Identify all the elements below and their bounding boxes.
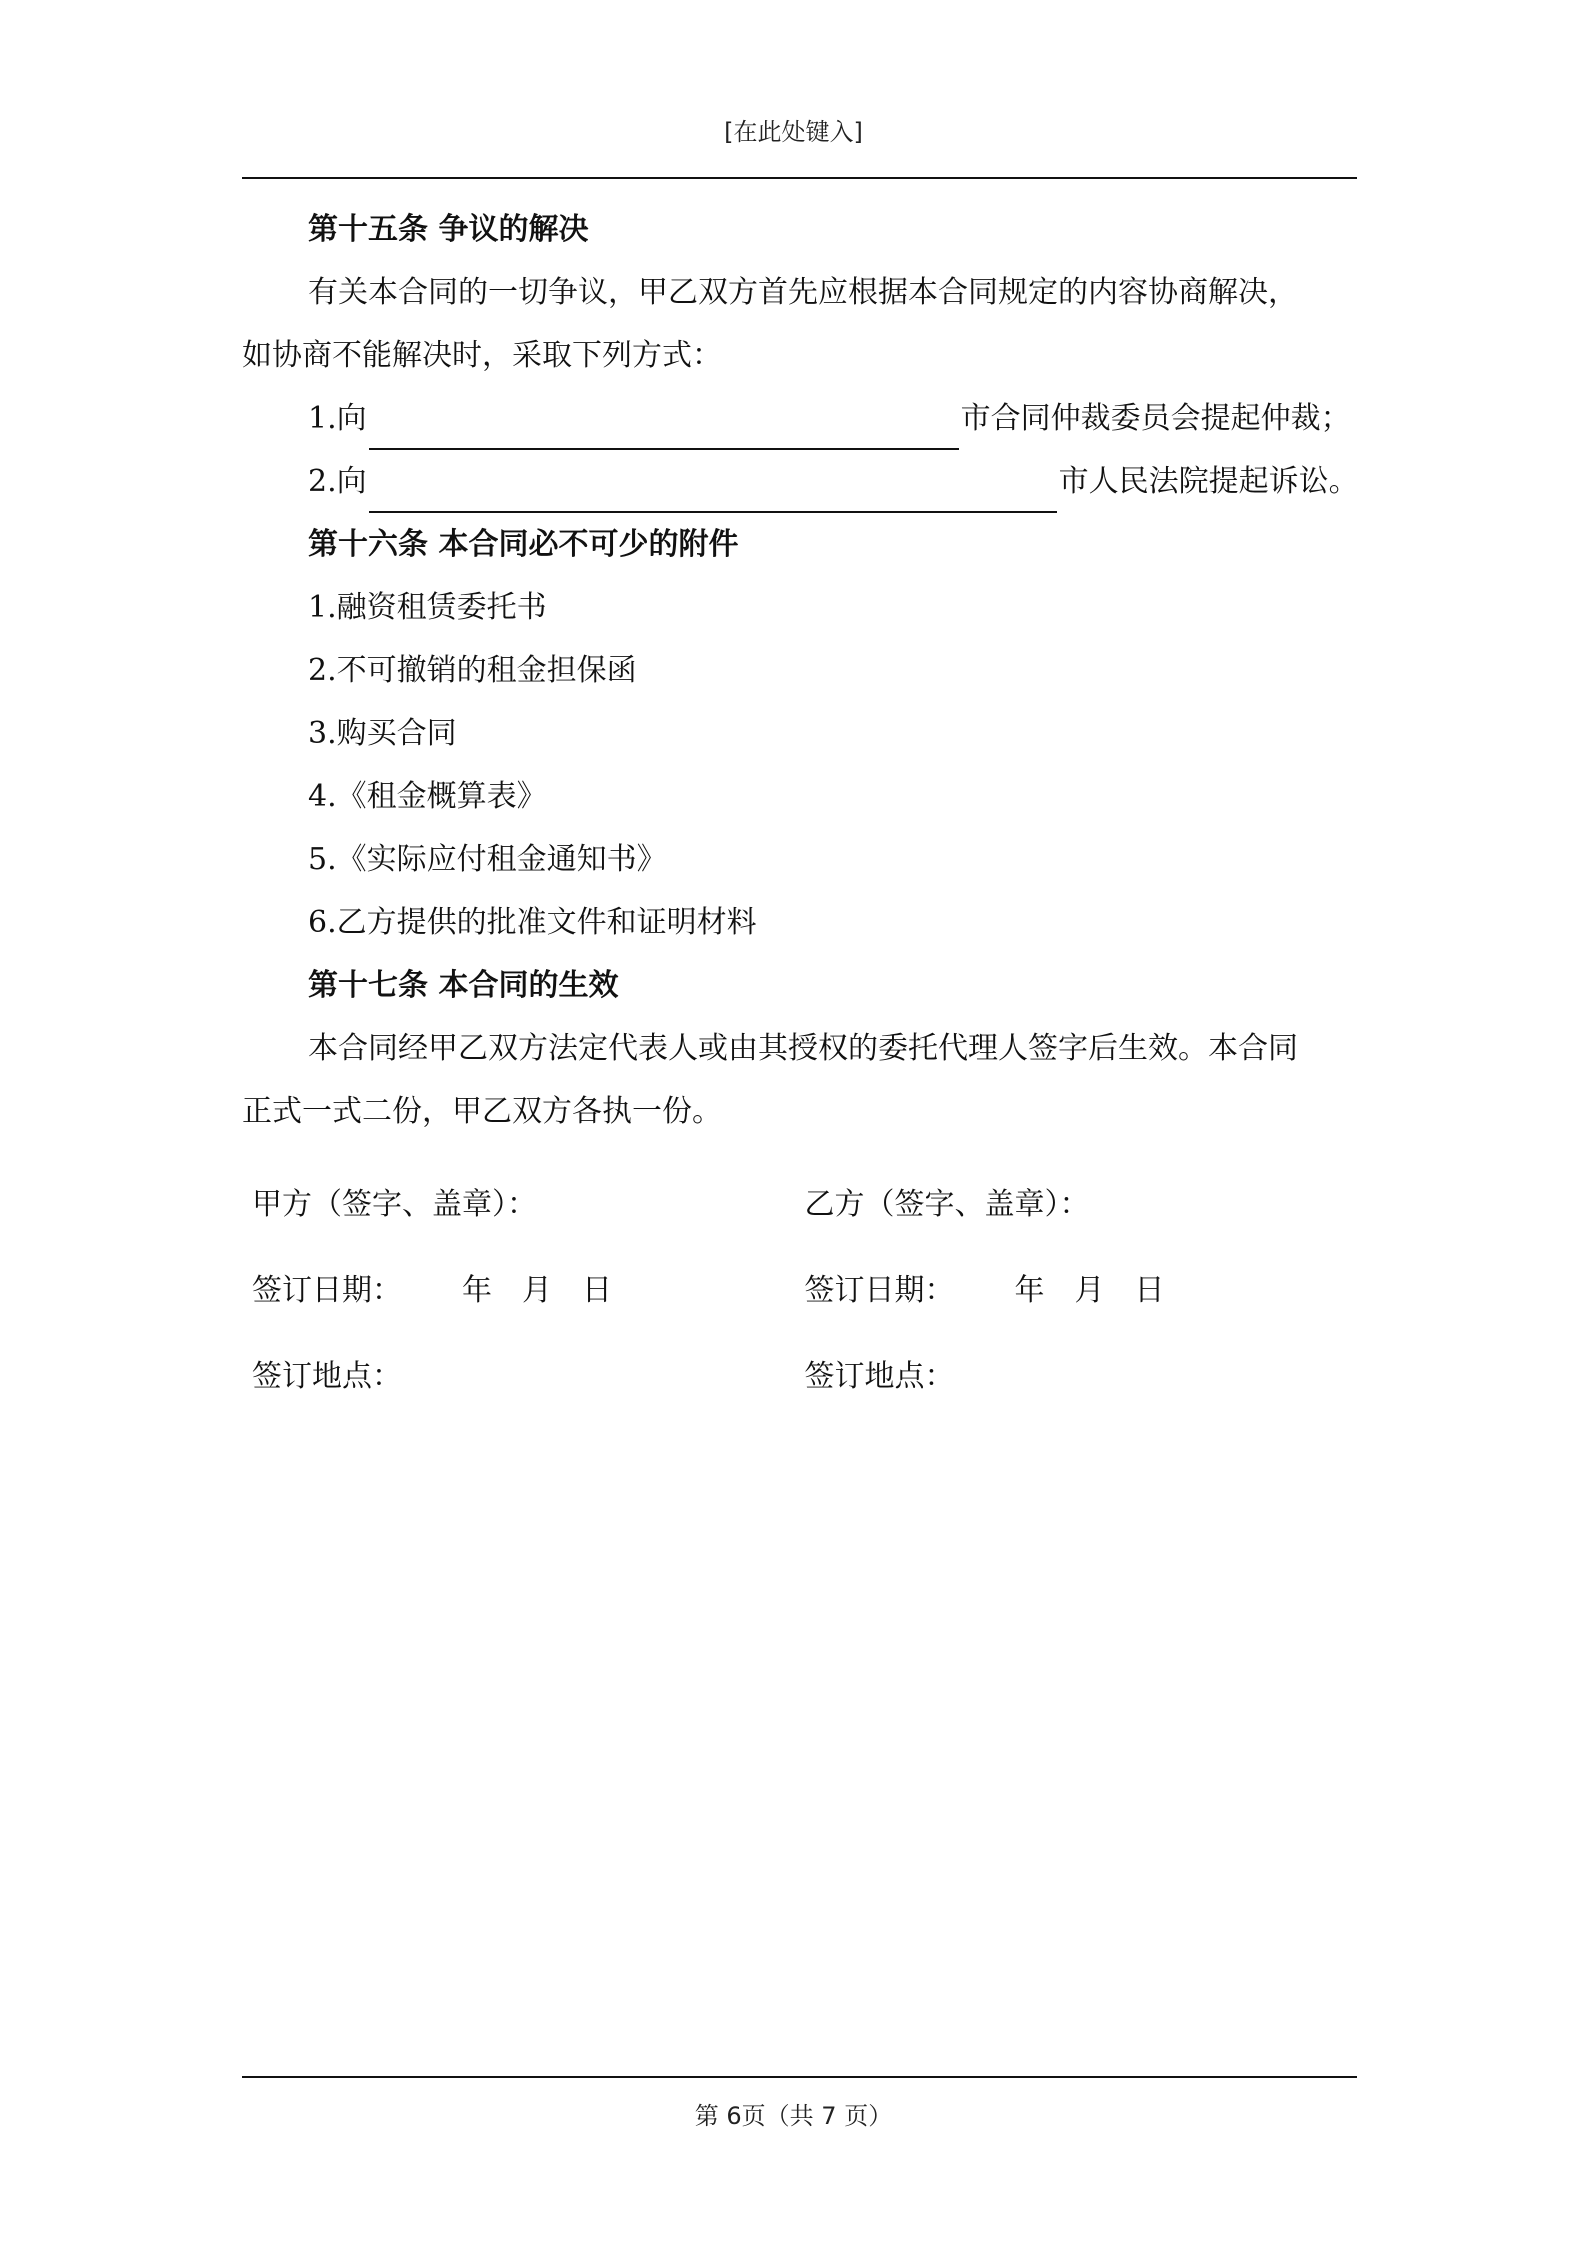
party-b-place: 签订地点： bbox=[804, 1359, 955, 1394]
attachment-item: 3.购买合同 bbox=[308, 716, 457, 751]
item-1-suffix: 市合同仲裁委员会提起仲裁； bbox=[960, 401, 1351, 436]
attachment-item: 1.融资租赁委托书 bbox=[308, 590, 547, 625]
article-15-item-1 bbox=[242, 387, 1357, 450]
year-label: 年 bbox=[1014, 1273, 1045, 1308]
article-15-paragraph-line-2: 如协商不能解决时，采取下列方式： bbox=[242, 338, 722, 373]
article-17-title: 第十七条 本合同的生效 bbox=[308, 968, 619, 1003]
attachment-item: 4.《租金概算表》 bbox=[308, 779, 547, 814]
signature-row-date bbox=[252, 1261, 1357, 1347]
party-a-date bbox=[252, 1261, 805, 1347]
article-17-paragraph-line-2: 正式一式二份，甲乙双方各执一份。 bbox=[242, 1094, 722, 1129]
date-label: 签订日期： bbox=[804, 1273, 955, 1308]
page-footer: 第 6页（共 7 页） bbox=[694, 2102, 893, 2130]
date-label: 签订日期： bbox=[252, 1273, 402, 1308]
footer-rule bbox=[242, 2076, 1357, 2078]
article-17-paragraph-line-1: 本合同经甲乙双方法定代表人或由其授权的委托代理人签字后生效。本合同 bbox=[308, 1031, 1298, 1066]
court-city-blank[interactable] bbox=[369, 471, 1057, 513]
header-rule bbox=[242, 177, 1357, 179]
day-label: 日 bbox=[1134, 1273, 1165, 1308]
attachment-item: 5.《实际应付租金通知书》 bbox=[308, 842, 667, 877]
month-label: 月 bbox=[522, 1273, 552, 1308]
party-b-signature: 乙方（签字、盖章）： bbox=[804, 1187, 1090, 1222]
article-16-title: 第十六条 本合同必不可少的附件 bbox=[308, 527, 739, 562]
article-15-paragraph-line-1: 有关本合同的一切争议，甲乙双方首先应根据本合同规定的内容协商解决， bbox=[308, 275, 1298, 310]
arbitration-city-blank[interactable] bbox=[369, 408, 959, 450]
party-a-place: 签订地点： bbox=[252, 1359, 402, 1394]
signature-block bbox=[252, 1175, 1357, 1433]
day-label: 日 bbox=[582, 1273, 612, 1308]
signature-row-place bbox=[252, 1347, 1357, 1433]
item-2-suffix: 市人民法院提起诉讼。 bbox=[1058, 464, 1359, 499]
month-label: 月 bbox=[1074, 1273, 1105, 1308]
party-a-signature: 甲方（签字、盖章）： bbox=[252, 1187, 537, 1222]
party-b-date bbox=[805, 1261, 1358, 1347]
item-2-prefix: 2.向 bbox=[308, 464, 367, 499]
signature-row-parties bbox=[252, 1175, 1357, 1261]
article-15-item-2 bbox=[242, 450, 1357, 513]
item-1-prefix: 1.向 bbox=[308, 401, 367, 436]
page-header: [在此处键入] bbox=[724, 118, 863, 146]
document-body bbox=[242, 198, 1357, 1143]
attachment-item: 6.乙方提供的批准文件和证明材料 bbox=[308, 905, 757, 940]
attachment-item: 2.不可撤销的租金担保函 bbox=[308, 653, 637, 688]
article-15-title: 第十五条 争议的解决 bbox=[308, 212, 589, 247]
year-label: 年 bbox=[462, 1273, 492, 1308]
